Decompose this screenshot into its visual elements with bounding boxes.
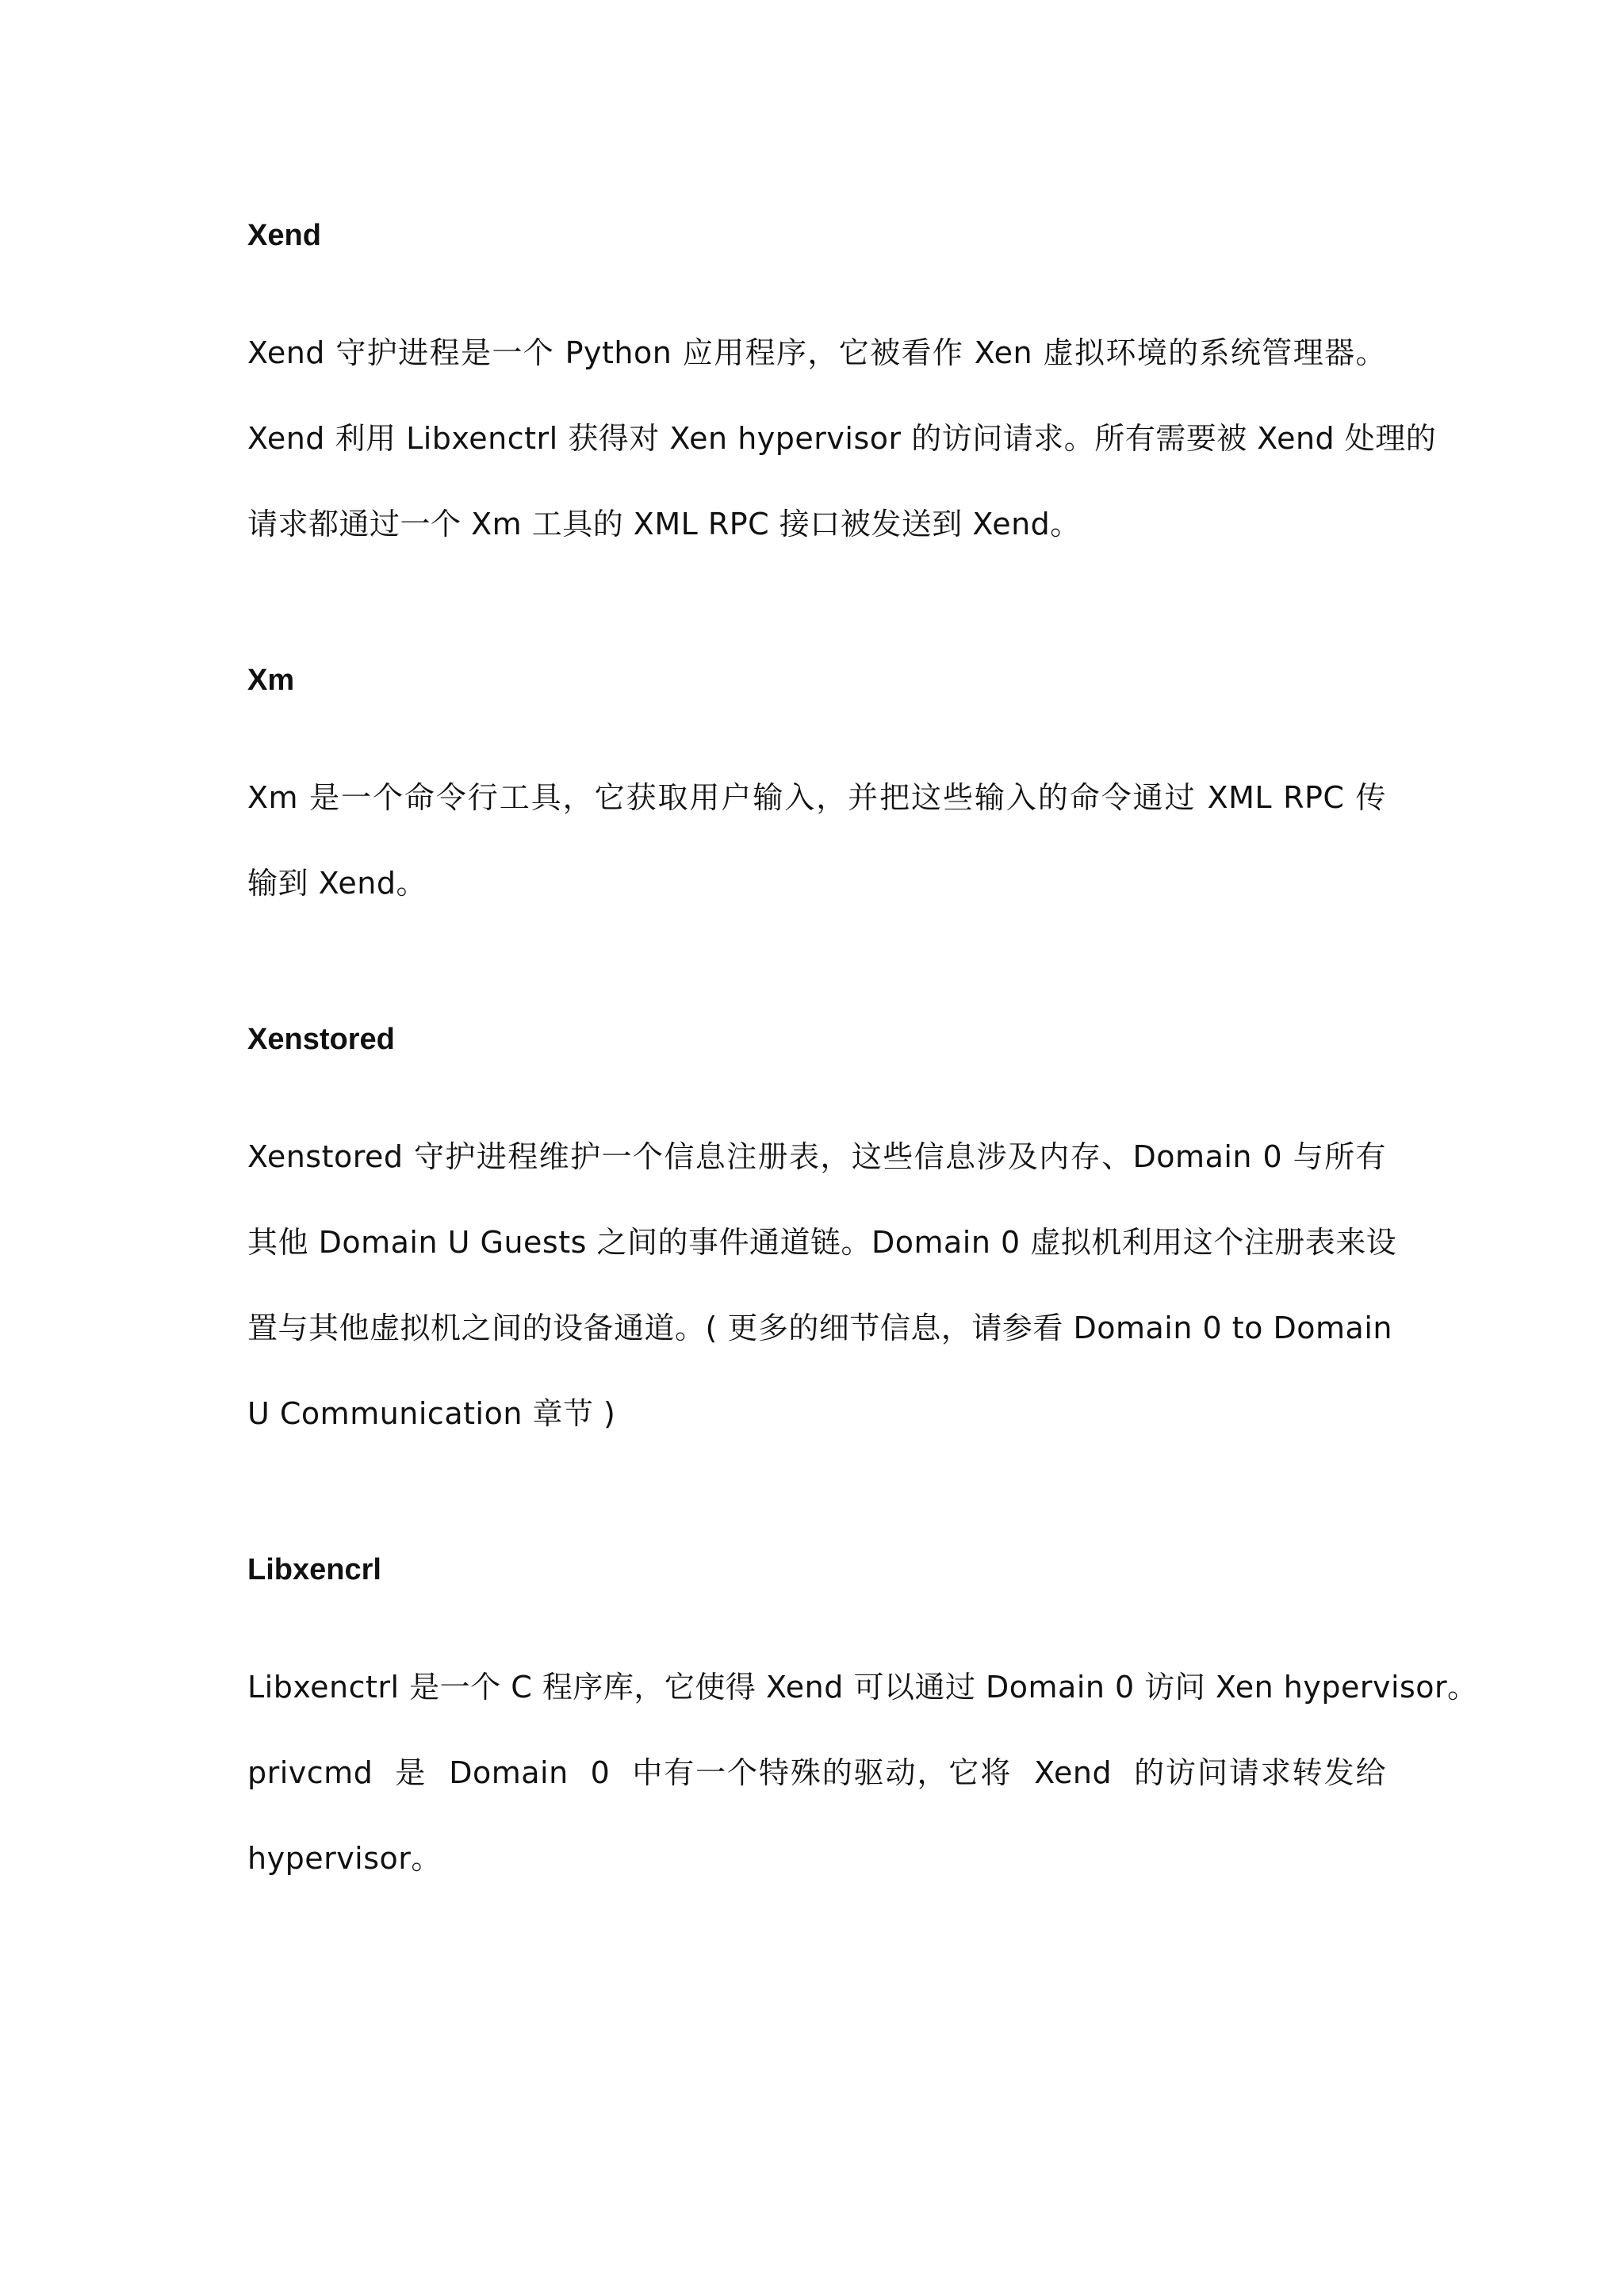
paragraph-line: hypervisor。 <box>247 1841 442 1876</box>
section-heading-xenstored: Xenstored <box>247 1023 395 1056</box>
paragraph-line: 其他 Domain U Guests 之间的事件通道链。Domain 0 虚拟机利用这个注册表来设 <box>247 1225 1397 1260</box>
paragraph-line: 输到 Xend。 <box>247 866 427 901</box>
paragraph-line: Xm 是一个命令行工具，它获取用户输入，并把这些输入的命令通过 XML RPC 传 <box>247 780 1386 815</box>
section-body-xenstored <box>247 1114 1397 1456</box>
paragraph-line: 置与其他虚拟机之间的设备通道。( 更多的细节信息，请参看 Domain 0 to Domain <box>247 1311 1392 1345</box>
section-body-xend <box>247 310 1437 567</box>
section-heading-xm: Xm <box>247 664 295 697</box>
section-heading-libxencrl: Libxencrl <box>247 1553 381 1586</box>
paragraph-line: 请求都通过一个 Xm 工具的 XML RPC 接口被发送到 Xend。 <box>247 507 1081 541</box>
section-body-libxencrl <box>247 1644 1478 1901</box>
paragraph-line: U Communication 章节 ) <box>247 1396 616 1431</box>
paragraph-line: privcmd 是 Domain 0 中有一个特殊的驱动，它将 Xend 的访问请求转发给 <box>247 1755 1386 1790</box>
section-heading-xend: Xend <box>247 219 321 252</box>
section-body-xm <box>247 755 1386 926</box>
paragraph-line: Xend 利用 Libxenctrl 获得对 Xen hypervisor 的访问请求。所有需要被 Xend 处理的 <box>247 421 1437 456</box>
paragraph-line: Xend 守护进程是一个 Python 应用程序，它被看作 Xen 虚拟环境的系统管理器。 <box>247 335 1386 370</box>
paragraph-line: Xenstored 守护进程维护一个信息注册表，这些信息涉及内存、Domain 0 与所有 <box>247 1139 1386 1174</box>
paragraph-line: Libxenctrl 是一个 C 程序库，它使得 Xend 可以通过 Domain 0 访问 Xen hypervisor。 <box>247 1670 1478 1705</box>
